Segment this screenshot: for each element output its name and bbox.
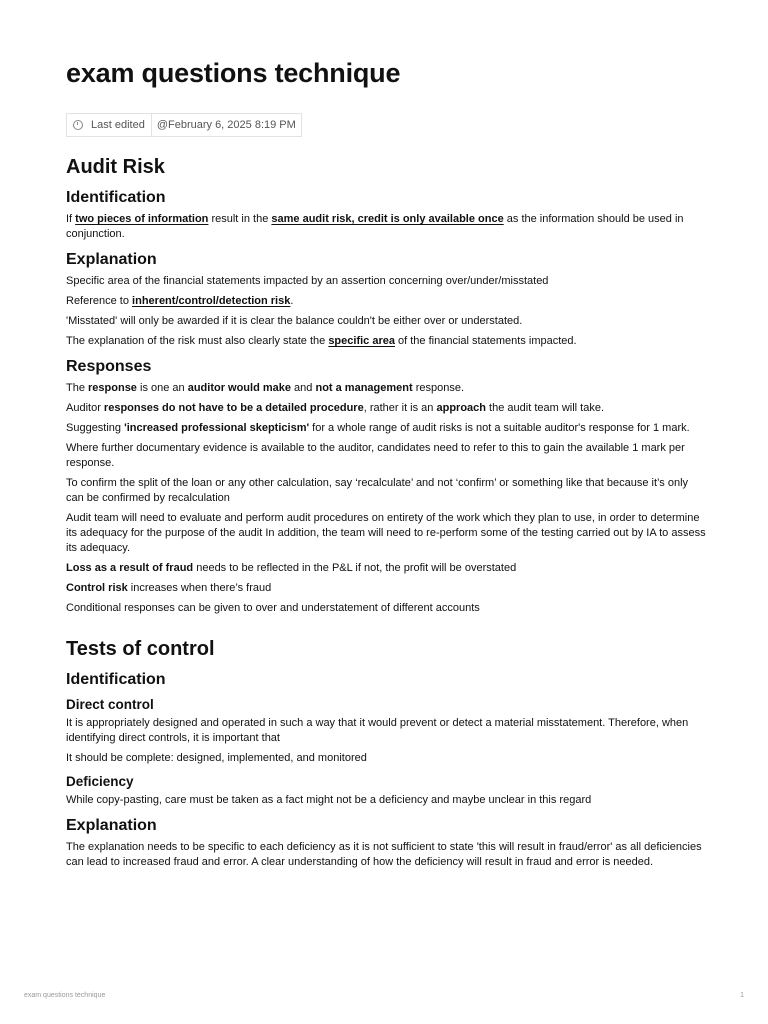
subsection-heading: Explanation: [66, 251, 157, 268]
clock-icon: [73, 120, 83, 130]
paragraph: The response is one an auditor would make and not a management response.: [66, 382, 465, 394]
subsubsection-heading: Direct control: [66, 697, 154, 712]
paragraph: To confirm the split of the loan or any other calculation, say ‘recalculate’ and not ‘confirm’ or something like that because it’s only can be confirmed by recalculation: [66, 477, 689, 504]
subsubsection-heading: Deficiency: [66, 774, 134, 789]
paragraph: Specific area of the financial statements impacted by an assertion concerning over/under/misstated: [66, 275, 549, 287]
subsection-heading: Responses: [66, 358, 152, 375]
section-heading: Tests of control: [66, 638, 215, 660]
document-body: [66, 150, 706, 875]
paragraph: Control risk increases when there’s fraud: [66, 582, 272, 594]
paragraph: 'Misstated' will only be awarded if it is clear the balance couldn't be either over or understated.: [66, 315, 523, 327]
subsection-heading: Identification: [66, 189, 166, 206]
properties-row: [66, 113, 302, 137]
last-edited-value: @February 6, 2025 8:19 PM: [156, 119, 296, 131]
paragraph: Reference to inherent/control/detection risk.: [66, 295, 294, 307]
footer-doc-title: exam questions technique: [24, 992, 106, 999]
paragraph: Loss as a result of fraud needs to be reflected in the P&L if not, the profit will be overstated: [66, 562, 517, 574]
last-edited-property: [67, 114, 152, 136]
paragraph: Conditional responses can be given to over and understatement of different accounts: [66, 602, 480, 614]
page-title: exam questions technique: [66, 58, 401, 88]
paragraph: Suggesting 'increased professional skepticism' for a whole range of audit risks is not a suitable auditor's response for 1 mark.: [66, 422, 690, 434]
paragraph: It is appropriately designed and operated in such a way that it would prevent or detect a material misstatement. Therefore, when identifying direct controls, it is important that: [66, 717, 689, 744]
paragraph: While copy-pasting, care must be taken as a fact might not be a deficiency and maybe unclear in this regard: [66, 794, 592, 806]
section-heading: Audit Risk: [66, 156, 165, 178]
paragraph: Where further documentary evidence is available to the auditor, candidates need to refer to this to gain the available 1 mark per response.: [66, 442, 685, 469]
last-edited-label: Last edited: [91, 119, 145, 131]
paragraph: Audit team will need to evaluate and perform audit procedures on entirety of the work which they plan to use, in order to determine its adequacy for the purpose of the audit In addition, the team will need to re-perform some of the testing carried out by IA to assess its adequacy.: [66, 512, 706, 554]
footer-page-number: 1: [740, 992, 744, 999]
paragraph: The explanation of the risk must also clearly state the specific area of the financial statements impacted.: [66, 335, 577, 347]
paragraph: It should be complete: designed, implemented, and monitored: [66, 752, 367, 764]
paragraph: If two pieces of information result in the same audit risk, credit is only available once as the information should be used in conjunction.: [66, 213, 684, 240]
subsection-heading: Identification: [66, 671, 166, 688]
subsection-heading: Explanation: [66, 817, 157, 834]
paragraph: Auditor responses do not have to be a detailed procedure, rather it is an approach the audit team will take.: [66, 402, 605, 414]
paragraph: The explanation needs to be specific to each deficiency as it is not sufficient to state 'this will result in fraud/error' as all deficiencies can lead to increased fraud and error. A clear understanding of how the deficiency will result in fraud and error is needed.: [66, 841, 702, 868]
